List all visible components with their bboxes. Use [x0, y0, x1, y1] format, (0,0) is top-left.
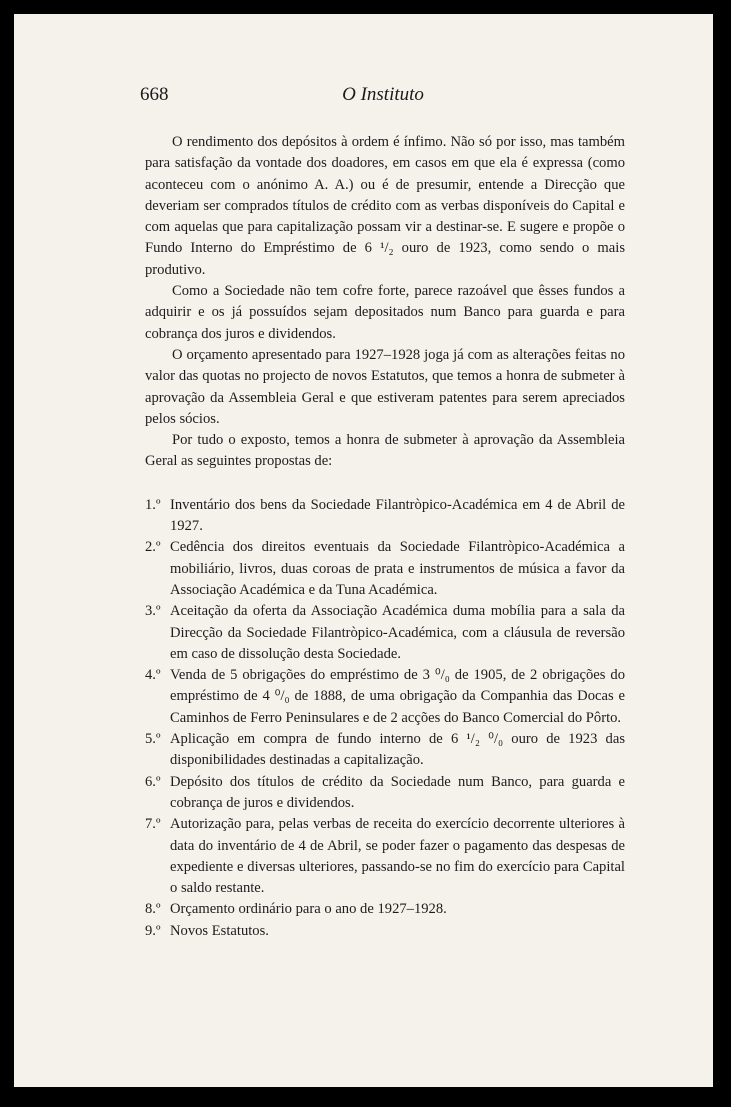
item-number: 8.º: [145, 901, 161, 918]
list-item: [145, 601, 625, 665]
item-text: Depósito dos títulos de crédito da Sociedade num Banco, para guarda e cobrança de juros e dividendos.: [170, 773, 625, 811]
list-item: [145, 729, 625, 772]
body-text: [145, 132, 625, 942]
list-item: [145, 899, 625, 920]
list-item: [145, 495, 625, 538]
item-text: Aceitação da oferta da Associação Académica duma mobília para a sala da Direcção da Sociedade Filantròpico-Académica, com a cláusula de reversão em caso de dissolução desta Sociedade.: [170, 603, 625, 662]
running-title: O Instituto: [342, 84, 424, 105]
paragraph: O rendimento dos depósitos à ordem é ínfimo. Não só por isso, mas também para satisfação da vontade dos doadores, em casos em que ela é expressa (como aconteceu com o anónimo A. A.) ou é de presumir, entende a Direcção que deveriam ser comprados títulos de crédito com as verbas disponíveis do Capital e com aquelas que para capitalização possam vir a destinar-se. E sugere e propõe o Fundo Interno do Empréstimo de 6 ¹/₂ ouro de 1923, como sendo o mais produtivo.: [145, 134, 625, 278]
item-number: 5.º: [145, 731, 161, 748]
paragraph: Por tudo o exposto, temos a honra de submeter à aprovação da Assembleia Geral as seguintes propostas de:: [145, 432, 625, 470]
item-text: Autorização para, pelas verbas de receita do exercício decorrente ulteriores à data do inventário de 4 de Abril, se poder fazer o pagamento das despesas de expediente e diversas ulteriores, passando-se no fim do exercício para Capital o saldo restante.: [170, 816, 625, 897]
proposals-list: [145, 495, 625, 942]
item-number: 6.º: [145, 773, 161, 790]
item-text: Inventário dos bens da Sociedade Filantròpico-Académica em 4 de Abril de 1927.: [170, 496, 625, 535]
item-number: 2.º: [145, 539, 161, 556]
item-text: Orçamento ordinário para o ano de 1927–1928.: [170, 901, 447, 918]
page-number: 668: [140, 84, 169, 105]
document-page: [14, 14, 713, 1087]
item-text: Cedência dos direitos eventuais da Sociedade Filantròpico-Académica a mobiliário, livros, duas coroas de prata e instrumentos de música a favor da Associação Académica e da Tuna Académica.: [170, 539, 625, 598]
item-number: 9.º: [145, 922, 161, 939]
paragraph: Como a Sociedade não tem cofre forte, parece razoável que êsses fundos a adquirir e os já possuídos sejam depositados num Banco para guarda e para cobrança dos juros e dividendos.: [145, 283, 625, 342]
list-item: [145, 537, 625, 601]
page-header: [140, 84, 626, 114]
item-text: Aplicação em compra de fundo interno de 6 ¹/₂ ⁰/₀ ouro de 1923 das disponibilidades destinadas a capitalização.: [170, 731, 625, 769]
list-item: [145, 921, 625, 942]
list-item: [145, 772, 625, 815]
list-item: [145, 814, 625, 899]
item-number: 4.º: [145, 667, 161, 684]
item-number: 7.º: [145, 816, 161, 833]
list-item: [145, 665, 625, 729]
item-number: 1.º: [145, 496, 161, 513]
item-number: 3.º: [145, 603, 161, 620]
item-text: Novos Estatutos.: [170, 922, 269, 939]
item-text: Venda de 5 obrigações do empréstimo de 3 ⁰/₀ de 1905, de 2 obrigações do empréstimo de 4 ⁰/₀ de 1888, de uma obrigação da Companhia das Docas e Caminhos de Ferro Peninsulares e de 2 acções do Banco Comercial do Pôrto.: [170, 667, 625, 726]
paragraph: O orçamento apresentado para 1927–1928 joga já com as alterações feitas no valor das quotas no projecto de novos Estatutos, que temos a honra de submeter à aprovação da Assembleia Geral e que estiveram patentes para serem apreciados pelos sócios.: [145, 346, 625, 427]
